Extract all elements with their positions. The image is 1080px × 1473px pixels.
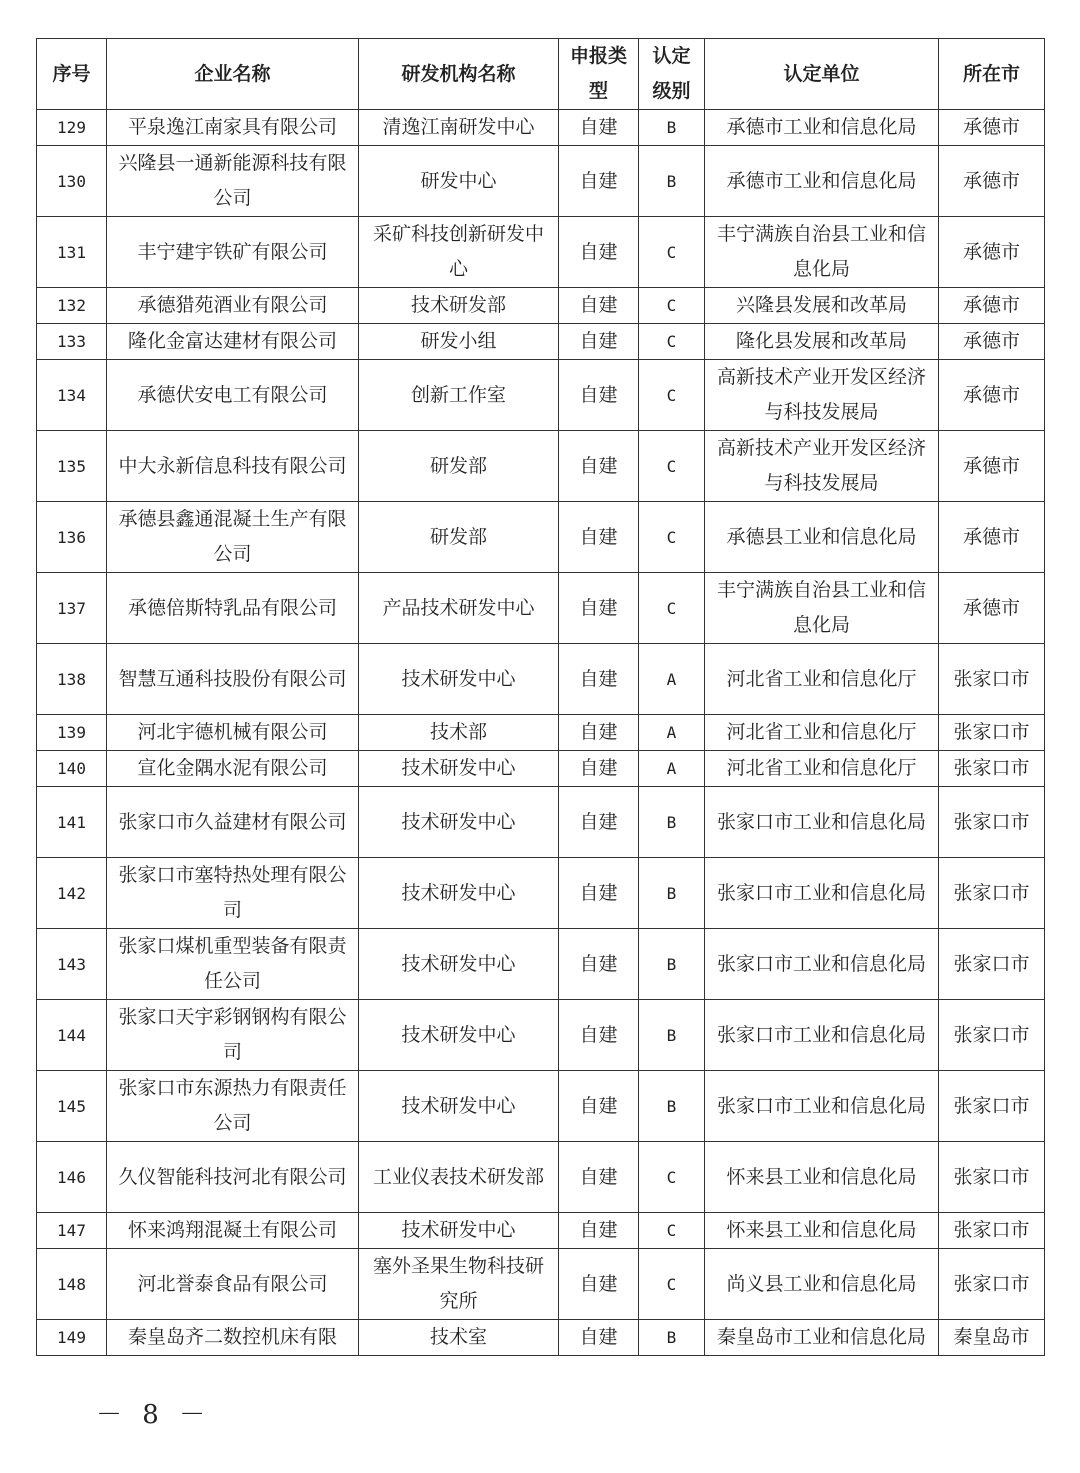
- cell-company: 张家口煤机重型装备有限责任公司: [107, 929, 359, 1000]
- cell-institution: 技术研发中心: [359, 1000, 559, 1071]
- page-number: － 8 －: [96, 1400, 212, 1430]
- cell-company: 怀来鸿翔混凝土有限公司: [107, 1213, 359, 1249]
- cell-company: 张家口市久益建材有限公司: [107, 787, 359, 858]
- cell-application-type: 自建: [559, 146, 639, 217]
- cell-application-type: 自建: [559, 360, 639, 431]
- cell-application-type: 自建: [559, 288, 639, 324]
- cell-city: 承德市: [939, 431, 1045, 502]
- cell-city: 张家口市: [939, 1000, 1045, 1071]
- cell-application-type: 自建: [559, 1000, 639, 1071]
- cell-level: B: [639, 787, 705, 858]
- table-row: [37, 1000, 1045, 1071]
- cell-level: B: [639, 1000, 705, 1071]
- cell-index: 131: [37, 217, 107, 288]
- cell-level: C: [639, 431, 705, 502]
- cell-level: C: [639, 324, 705, 360]
- cell-certifying-unit: 隆化县发展和改革局: [705, 324, 939, 360]
- cell-level: C: [639, 502, 705, 573]
- cell-city: 张家口市: [939, 929, 1045, 1000]
- cell-city: 张家口市: [939, 644, 1045, 715]
- cell-institution: 创新工作室: [359, 360, 559, 431]
- cell-index: 144: [37, 1000, 107, 1071]
- cell-index: 141: [37, 787, 107, 858]
- cell-application-type: 自建: [559, 217, 639, 288]
- table-row: [37, 360, 1045, 431]
- cell-certifying-unit: 河北省工业和信息化厅: [705, 715, 939, 751]
- cell-certifying-unit: 张家口市工业和信息化局: [705, 1000, 939, 1071]
- cell-index: 136: [37, 502, 107, 573]
- cell-index: 145: [37, 1071, 107, 1142]
- cell-application-type: 自建: [559, 715, 639, 751]
- cell-city: 承德市: [939, 573, 1045, 644]
- cell-company: 张家口市塞特热处理有限公司: [107, 858, 359, 929]
- cell-city: 张家口市: [939, 715, 1045, 751]
- cell-certifying-unit: 张家口市工业和信息化局: [705, 787, 939, 858]
- cell-application-type: 自建: [559, 644, 639, 715]
- cell-institution: 技术室: [359, 1320, 559, 1356]
- cell-certifying-unit: 河北省工业和信息化厅: [705, 644, 939, 715]
- cell-application-type: 自建: [559, 1320, 639, 1356]
- table-row: [37, 431, 1045, 502]
- cell-index: 148: [37, 1249, 107, 1320]
- table-row: [37, 573, 1045, 644]
- cell-company: 承德猎苑酒业有限公司: [107, 288, 359, 324]
- cell-institution: 技术研发中心: [359, 929, 559, 1000]
- cell-index: 137: [37, 573, 107, 644]
- cell-application-type: 自建: [559, 1213, 639, 1249]
- cell-index: 140: [37, 751, 107, 787]
- header-application-type: 申报类型: [559, 39, 639, 110]
- cell-level: B: [639, 146, 705, 217]
- table-row: [37, 787, 1045, 858]
- cell-index: 147: [37, 1213, 107, 1249]
- cell-application-type: 自建: [559, 1071, 639, 1142]
- cell-certifying-unit: 河北省工业和信息化厅: [705, 751, 939, 787]
- table-row: [37, 1249, 1045, 1320]
- header-certifying-unit: 认定单位: [705, 39, 939, 110]
- cell-city: 承德市: [939, 502, 1045, 573]
- cell-company: 承德伏安电工有限公司: [107, 360, 359, 431]
- cell-application-type: 自建: [559, 1142, 639, 1213]
- cell-institution: 产品技术研发中心: [359, 573, 559, 644]
- cell-level: B: [639, 858, 705, 929]
- cell-application-type: 自建: [559, 502, 639, 573]
- cell-city: 承德市: [939, 217, 1045, 288]
- cell-application-type: 自建: [559, 573, 639, 644]
- cell-institution: 技术部: [359, 715, 559, 751]
- cell-index: 138: [37, 644, 107, 715]
- cell-level: A: [639, 715, 705, 751]
- table-row: [37, 288, 1045, 324]
- cell-index: 146: [37, 1142, 107, 1213]
- cell-city: 张家口市: [939, 1071, 1045, 1142]
- table-row: [37, 110, 1045, 146]
- cell-index: 134: [37, 360, 107, 431]
- cell-company: 隆化金富达建材有限公司: [107, 324, 359, 360]
- cell-level: B: [639, 1320, 705, 1356]
- cell-index: 130: [37, 146, 107, 217]
- document-table-container: [36, 38, 1044, 1356]
- cell-certifying-unit: 张家口市工业和信息化局: [705, 929, 939, 1000]
- cell-index: 132: [37, 288, 107, 324]
- cell-company: 智慧互通科技股份有限公司: [107, 644, 359, 715]
- cell-index: 142: [37, 858, 107, 929]
- cell-city: 承德市: [939, 146, 1045, 217]
- cell-certifying-unit: 秦皇岛市工业和信息化局: [705, 1320, 939, 1356]
- cell-index: 133: [37, 324, 107, 360]
- table-body: [37, 110, 1045, 1356]
- table-row: [37, 1142, 1045, 1213]
- cell-institution: 塞外圣果生物科技研究所: [359, 1249, 559, 1320]
- cell-level: B: [639, 1071, 705, 1142]
- cell-company: 宣化金隅水泥有限公司: [107, 751, 359, 787]
- cell-institution: 研发中心: [359, 146, 559, 217]
- cell-application-type: 自建: [559, 324, 639, 360]
- cell-application-type: 自建: [559, 787, 639, 858]
- cell-city: 张家口市: [939, 787, 1045, 858]
- cell-institution: 技术研发中心: [359, 644, 559, 715]
- cell-company: 兴隆县一通新能源科技有限公司: [107, 146, 359, 217]
- table-row: [37, 715, 1045, 751]
- cell-institution: 技术研发中心: [359, 751, 559, 787]
- cell-institution: 技术研发中心: [359, 787, 559, 858]
- cell-application-type: 自建: [559, 1249, 639, 1320]
- cell-level: A: [639, 751, 705, 787]
- cell-level: C: [639, 217, 705, 288]
- cell-institution: 研发小组: [359, 324, 559, 360]
- rd-institution-table: [36, 38, 1045, 1356]
- cell-index: 143: [37, 929, 107, 1000]
- cell-level: B: [639, 929, 705, 1000]
- cell-institution: 技术研发中心: [359, 1071, 559, 1142]
- cell-level: C: [639, 1249, 705, 1320]
- cell-level: C: [639, 288, 705, 324]
- cell-institution: 工业仪表技术研发部: [359, 1142, 559, 1213]
- cell-city: 张家口市: [939, 1142, 1045, 1213]
- cell-application-type: 自建: [559, 751, 639, 787]
- cell-city: 秦皇岛市: [939, 1320, 1045, 1356]
- cell-company: 河北宇德机械有限公司: [107, 715, 359, 751]
- cell-city: 承德市: [939, 288, 1045, 324]
- table-row: [37, 502, 1045, 573]
- table-row: [37, 217, 1045, 288]
- cell-institution: 技术研发中心: [359, 1213, 559, 1249]
- header-level: 认定级别: [639, 39, 705, 110]
- header-city: 所在市: [939, 39, 1045, 110]
- cell-level: C: [639, 573, 705, 644]
- cell-certifying-unit: 承德市工业和信息化局: [705, 146, 939, 217]
- cell-city: 承德市: [939, 324, 1045, 360]
- cell-index: 139: [37, 715, 107, 751]
- cell-company: 中大永新信息科技有限公司: [107, 431, 359, 502]
- cell-application-type: 自建: [559, 929, 639, 1000]
- cell-city: 张家口市: [939, 1249, 1045, 1320]
- table-row: [37, 1071, 1045, 1142]
- header-institution: 研发机构名称: [359, 39, 559, 110]
- header-index: 序号: [37, 39, 107, 110]
- cell-certifying-unit: 丰宁满族自治县工业和信息化局: [705, 217, 939, 288]
- cell-level: B: [639, 110, 705, 146]
- cell-city: 张家口市: [939, 858, 1045, 929]
- header-company: 企业名称: [107, 39, 359, 110]
- cell-index: 149: [37, 1320, 107, 1356]
- cell-institution: 研发部: [359, 502, 559, 573]
- cell-company: 河北誉泰食品有限公司: [107, 1249, 359, 1320]
- cell-level: C: [639, 1213, 705, 1249]
- cell-index: 135: [37, 431, 107, 502]
- cell-company: 张家口天宇彩钢钢构有限公司: [107, 1000, 359, 1071]
- cell-company: 丰宁建宇铁矿有限公司: [107, 217, 359, 288]
- cell-institution: 研发部: [359, 431, 559, 502]
- cell-company: 久仪智能科技河北有限公司: [107, 1142, 359, 1213]
- cell-institution: 采矿科技创新研发中心: [359, 217, 559, 288]
- cell-certifying-unit: 高新技术产业开发区经济与科技发展局: [705, 431, 939, 502]
- cell-city: 承德市: [939, 360, 1045, 431]
- cell-certifying-unit: 丰宁满族自治县工业和信息化局: [705, 573, 939, 644]
- cell-certifying-unit: 承德市工业和信息化局: [705, 110, 939, 146]
- cell-application-type: 自建: [559, 431, 639, 502]
- table-row: [37, 324, 1045, 360]
- cell-institution: 技术研发部: [359, 288, 559, 324]
- table-row: [37, 751, 1045, 787]
- cell-company: 承德县鑫通混凝土生产有限公司: [107, 502, 359, 573]
- cell-certifying-unit: 怀来县工业和信息化局: [705, 1213, 939, 1249]
- cell-institution: 清逸江南研发中心: [359, 110, 559, 146]
- table-row: [37, 929, 1045, 1000]
- table-row: [37, 644, 1045, 715]
- cell-level: A: [639, 644, 705, 715]
- cell-company: 平泉逸江南家具有限公司: [107, 110, 359, 146]
- cell-level: C: [639, 360, 705, 431]
- cell-application-type: 自建: [559, 858, 639, 929]
- table-row: [37, 1213, 1045, 1249]
- cell-certifying-unit: 张家口市工业和信息化局: [705, 1071, 939, 1142]
- table-header-row: [37, 39, 1045, 110]
- cell-city: 承德市: [939, 110, 1045, 146]
- cell-institution: 技术研发中心: [359, 858, 559, 929]
- cell-company: 秦皇岛齐二数控机床有限: [107, 1320, 359, 1356]
- cell-certifying-unit: 怀来县工业和信息化局: [705, 1142, 939, 1213]
- cell-certifying-unit: 张家口市工业和信息化局: [705, 858, 939, 929]
- cell-company: 承德倍斯特乳品有限公司: [107, 573, 359, 644]
- cell-certifying-unit: 兴隆县发展和改革局: [705, 288, 939, 324]
- cell-city: 张家口市: [939, 1213, 1045, 1249]
- table-row: [37, 858, 1045, 929]
- table-row: [37, 146, 1045, 217]
- cell-company: 张家口市东源热力有限责任公司: [107, 1071, 359, 1142]
- cell-certifying-unit: 尚义县工业和信息化局: [705, 1249, 939, 1320]
- cell-index: 129: [37, 110, 107, 146]
- table-row: [37, 1320, 1045, 1356]
- cell-level: C: [639, 1142, 705, 1213]
- cell-certifying-unit: 高新技术产业开发区经济与科技发展局: [705, 360, 939, 431]
- cell-city: 张家口市: [939, 751, 1045, 787]
- cell-application-type: 自建: [559, 110, 639, 146]
- cell-certifying-unit: 承德县工业和信息化局: [705, 502, 939, 573]
